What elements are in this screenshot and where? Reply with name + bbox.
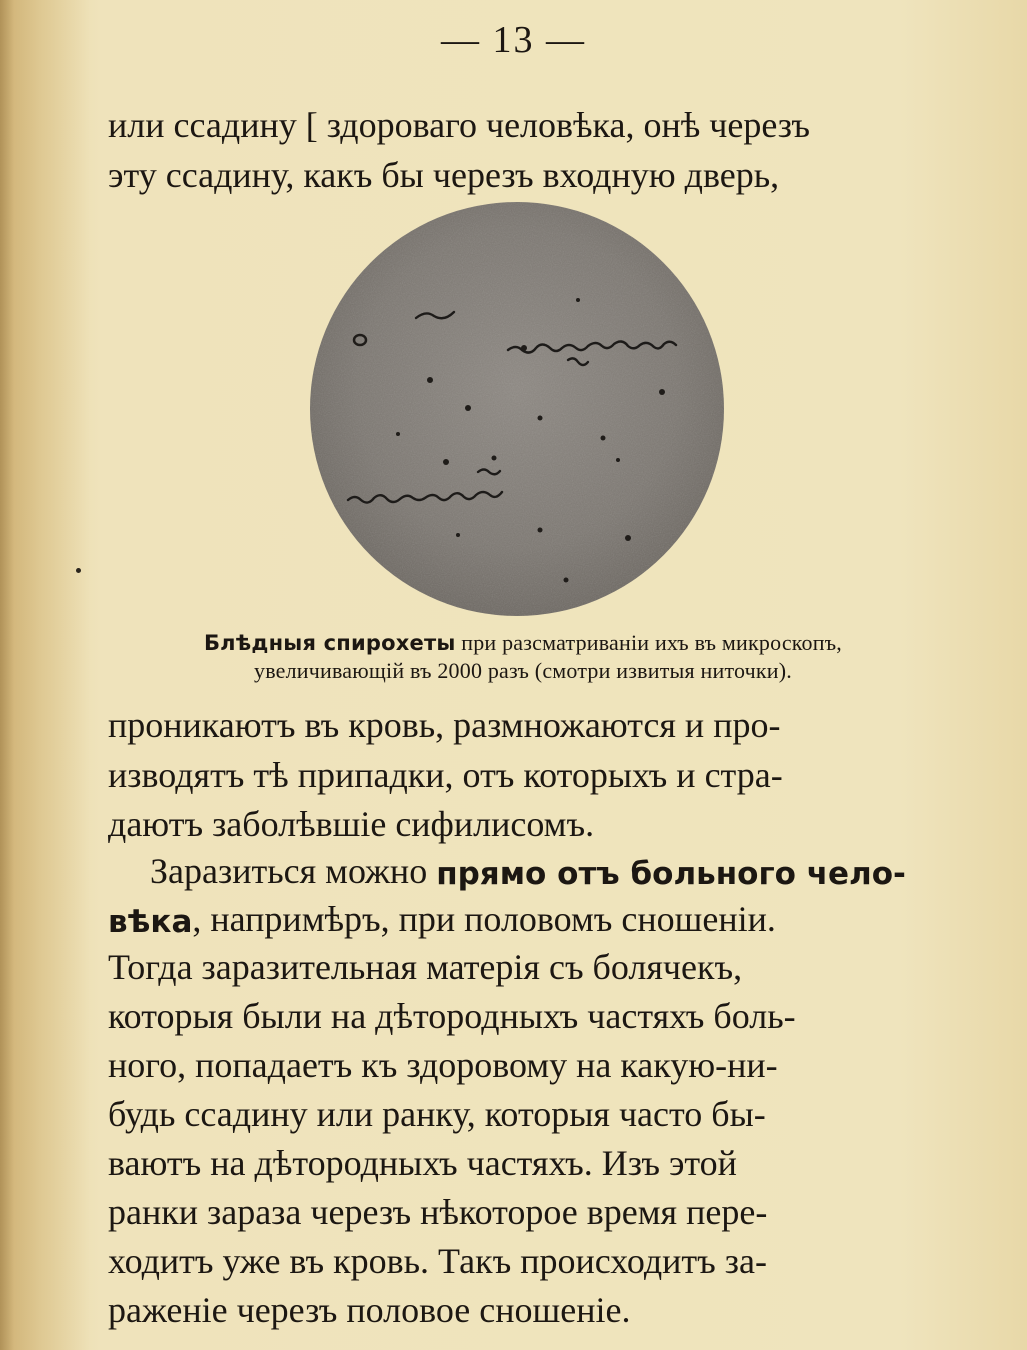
text-line-content: ного, попадаетъ къ здоровому на какую-ни- <box>108 1045 778 1085</box>
text-line <box>108 1142 936 1184</box>
text-line-content: эту ссадину, какъ бы черезъ входную дверь, <box>108 155 780 195</box>
text-line <box>108 995 936 1037</box>
page-number: — 13 — <box>441 19 586 61</box>
page-edge <box>0 0 14 1350</box>
text-line-content: изводятъ тѣ припадки, отъ которыхъ и стра- <box>108 755 783 795</box>
text-line-content: которыя были на дѣтородныхъ частяхъ боль- <box>108 996 796 1036</box>
text-line <box>108 1289 936 1331</box>
text-line-content: Тогда заразительная матерія съ болячекъ, <box>108 947 743 987</box>
microscope-figure <box>308 200 726 618</box>
text-line <box>108 154 936 196</box>
figure-caption-line-2 <box>108 658 938 684</box>
ink-dot <box>76 568 81 573</box>
text-regular: , напримѣръ, при половомъ сношеніи. <box>192 899 776 939</box>
text-line <box>108 104 936 146</box>
caption-text: увеличивающій въ 2000 разъ (смотри извитыя ниточки). <box>254 658 792 683</box>
text-line-content: раженіе черезъ половое сношеніе. <box>108 1290 631 1330</box>
text-bold: прямо отъ больного чело- <box>436 856 906 892</box>
caption-title: Блѣдныя спирохеты <box>203 631 456 655</box>
spirochete-microscope-image <box>308 200 726 618</box>
text-line-content: или ссадину [ здороваго человѣка, онѣ черезъ <box>108 105 811 145</box>
text-line <box>150 850 936 898</box>
caption-text: при разсматриваніи ихъ въ микроскопъ, <box>461 630 843 655</box>
text-bold: вѣка <box>108 904 193 940</box>
text-line <box>108 803 936 845</box>
text-line <box>108 1240 936 1282</box>
text-line-content: проникаютъ въ кровь, размножаются и про- <box>108 705 781 745</box>
text-line <box>108 704 936 746</box>
text-line-content: ваютъ на дѣтородныхъ частяхъ. Изъ этой <box>108 1143 737 1183</box>
text-line-content: будь ссадину или ранку, которыя часто бы- <box>108 1094 766 1134</box>
text-line-content: ранки зараза черезъ нѣкоторое время пере- <box>108 1192 768 1232</box>
text-line <box>108 754 936 796</box>
text-line <box>108 1044 936 1086</box>
text-line <box>108 1093 936 1135</box>
text-line <box>108 946 936 988</box>
text-line-content: даютъ заболѣвшіе сифилисомъ. <box>108 804 595 844</box>
figure-caption-line-1 <box>108 630 938 656</box>
text-line <box>108 1191 936 1233</box>
text-line-content: ходитъ уже въ кровь. Такъ происходитъ за- <box>108 1241 767 1281</box>
text-line <box>108 898 936 946</box>
text-regular: Заразиться можно <box>150 851 428 891</box>
